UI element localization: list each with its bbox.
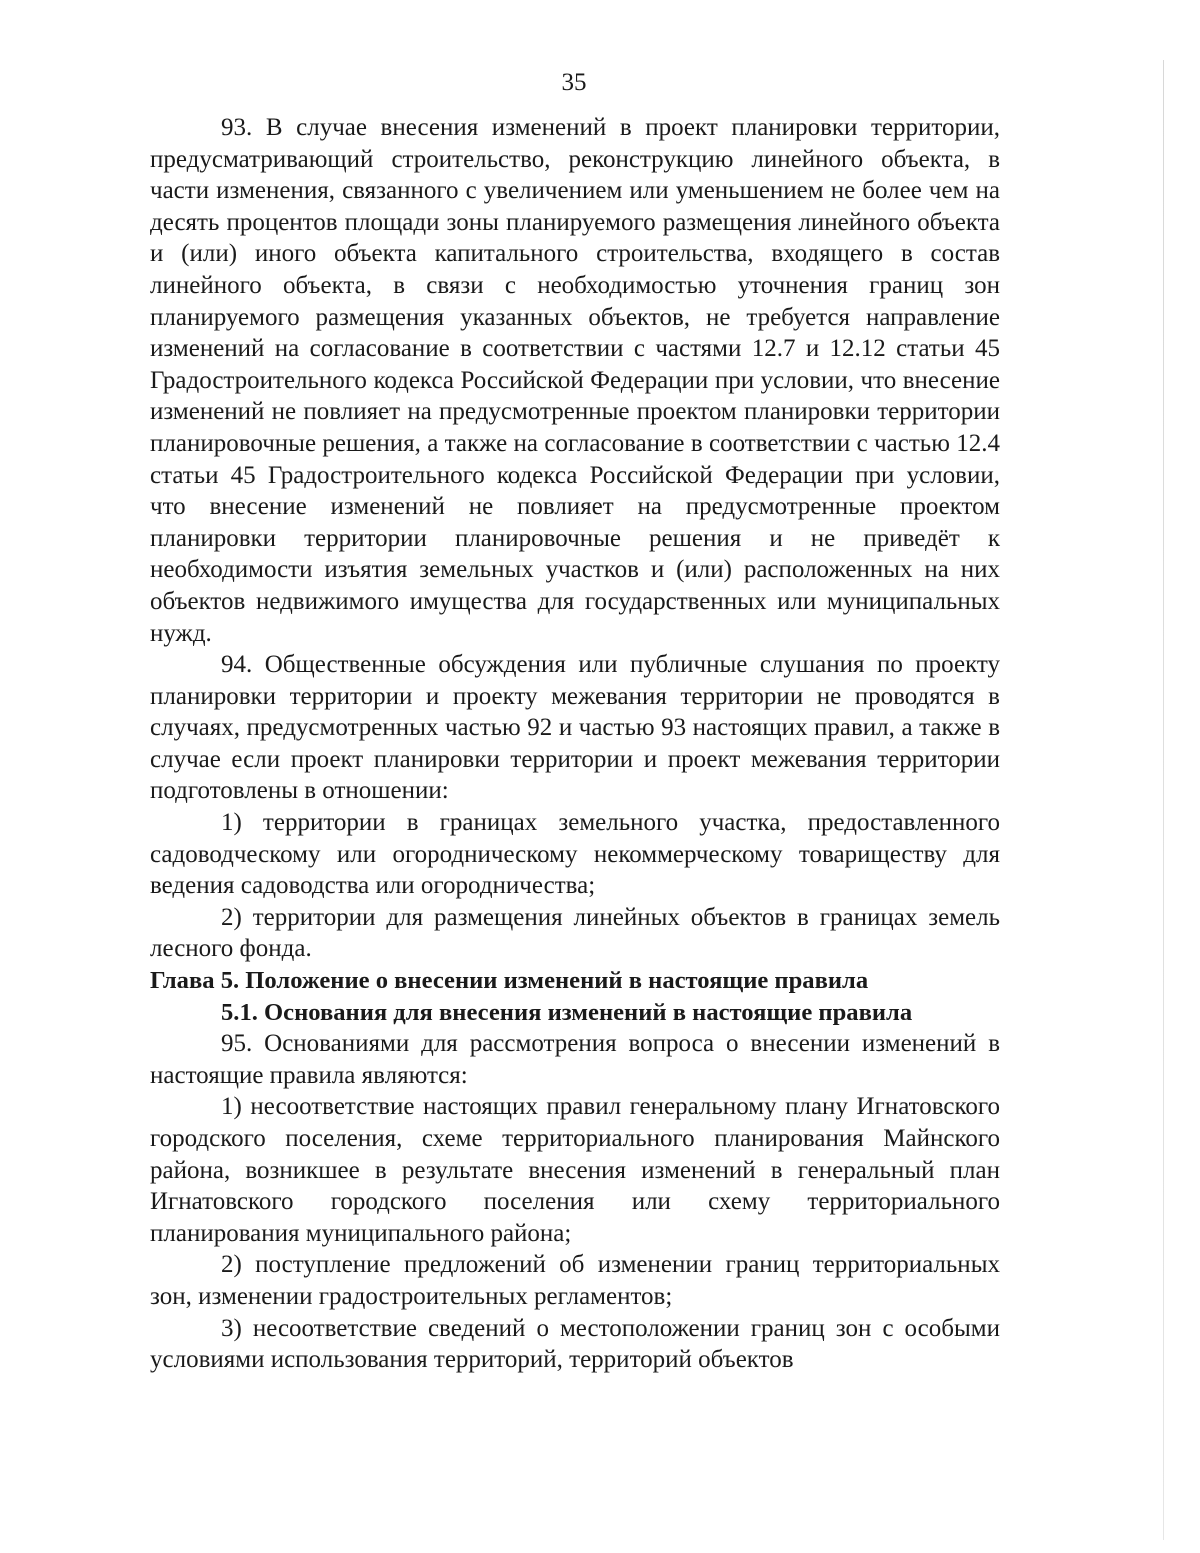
paragraph-95: 95. Основаниями для рассмотрения вопроса о внесении изменений в настоящие правила являются: bbox=[150, 1030, 1000, 1089]
paragraph-95-item-2: 2) поступление предложений об изменении границ территориальных зон, изменении градостроительных регламентов; bbox=[150, 1251, 1000, 1310]
chapter-heading: Глава 5. Положение о внесении изменений в настоящие правила bbox=[150, 967, 869, 995]
paragraph-93: 93. В случае внесения изменений в проект планировки территории, предусматривающий строительство, реконструкцию линейного объекта, в части изменения, связанного с увеличением или уменьшением не более чем на десять процентов площади зоны планируемого размещения линейного объекта и (или) иного объекта капитального строительства, входящего в состав линейного объекта, в связи с необходимостью уточнения границ зон планируемого размещения указанных объектов, не требуется направление изменений на согласование в соответствии с частями 12.7 и 12.12 статьи 45 Градостроительного кодекса Российской Федерации при условии, что внесение изменений не повлияет на предусмотренные проектом планировки территории планировочные решения, а также на согласование в соответствии с частью 12.4 статьи 45 Градостроительного кодекса Российской Федерации при условии, что внесение изменений не повлияет на предусмотренные проектом планировки территории планировочные решения и не приведёт к необходимости изъятия земельных участков и (или) расположенных на них объектов недвижимого имущества для государственных или муниципальных нужд. bbox=[150, 114, 1000, 647]
paragraph-94-item-2: 2) территории для размещения линейных объектов в границах земель лесного фонда. bbox=[150, 903, 1000, 963]
paragraph-94: 94. Общественные обсуждения или публичные слушания по проекту планировки территории и проекту межевания территории не проводятся в случаях, предусмотренных частью 92 и частью 93 настоящих правил, а также в случае если проект планировки территории и проект межевания территории подготовлены в отношении: bbox=[150, 651, 1000, 805]
paragraph-94-item-1: 1) территории в границах земельного участка, предоставленного садоводческому или огородническому некоммерческому товариществу для ведения садоводства или огородничества; bbox=[150, 809, 1000, 900]
paragraph-95-item-1: 1) несоответствие настоящих правил генеральному плану Игнатовского городского поселения, схеме территориального планирования Майнского района, возникшее в результате внесения изменений в генеральный план Игнатовского городского поселения или схему территориального планирования муниципального района; bbox=[150, 1093, 1000, 1247]
page-number: 35 bbox=[561, 69, 587, 96]
paragraph-95-item-3: 3) несоответствие сведений о местоположении границ зон с особыми условиями использования территорий, территорий объектов bbox=[150, 1314, 1000, 1374]
section-heading: 5.1. Основания для внесения изменений в настоящие правила bbox=[221, 998, 913, 1026]
document-body bbox=[150, 112, 1000, 1376]
scan-edge-line bbox=[1163, 60, 1164, 1540]
